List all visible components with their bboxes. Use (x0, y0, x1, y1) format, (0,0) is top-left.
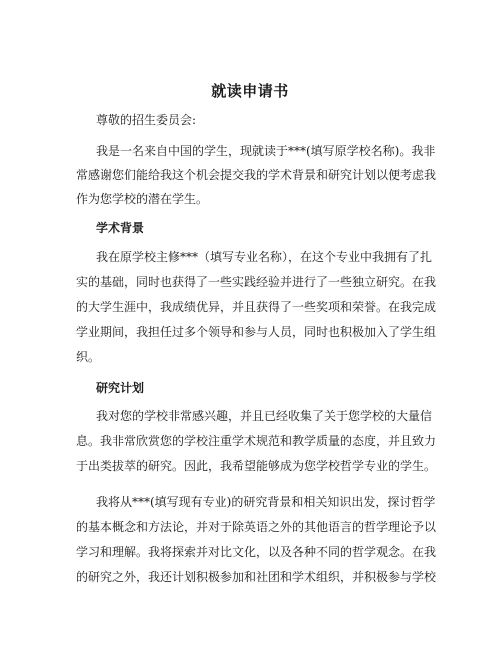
research-p2-line-4: 的研究之外，我还计划积极参加和社团和学术组织，并积极参与学校 (76, 570, 437, 584)
research-p2-line-3: 学习和理解。我将探索并对比文化，以及各种不同的哲学观念。在我 (76, 545, 437, 559)
section-heading-research-plan: 研究计划 (96, 381, 145, 395)
salutation: 尊敬的招生委员会: (96, 113, 197, 127)
research-p1-line-2: 息。我非常欣赏您的学校注重学术规范和教学质量的态度，并且致力 (76, 434, 437, 448)
academic-line-2: 实的基础，同时也获得了一些实践经验并进行了一些独立研究。在我 (76, 275, 437, 289)
research-p1-line-3: 于出类拔萃的研究。因此，我希望能够成为您学校哲学专业的学生。 (76, 459, 437, 473)
research-p2-line-1: 我将从***(填写现有专业)的研究背景和相关知识出发，探讨哲学 (96, 495, 436, 509)
academic-line-3: 的大学生涯中，我成绩优异，并且获得了一些奖项和荣誉。在我完成 (76, 300, 437, 314)
academic-line-5: 织。 (76, 350, 101, 364)
research-p1-line-1: 我对您的学校非常感兴趣，并且已经收集了关于您学校的大量信 (96, 409, 433, 423)
intro-line-1: 我是一名来自中国的学生，现就读于***(填写原学校名称)。我非 (96, 144, 436, 158)
intro-line-2: 常感谢您们能给我这个机会提交我的学术背景和研究计划以便考虑我 (76, 168, 437, 182)
document-title: 就读申请书 (211, 82, 289, 100)
intro-line-3: 作为您学校的潜在学生。 (76, 192, 209, 206)
section-heading-academic-background: 学术背景 (96, 221, 145, 235)
research-p2-line-2: 的基本概念和方法论，并对于除英语之外的其他语言的哲学理论予以 (76, 520, 437, 534)
academic-line-1: 我在原学校主修***（填写专业名称），在这个专业中我拥有了扎 (96, 250, 433, 264)
academic-line-4: 学业期间，我担任过多个领导和参与人员，同时也积极加入了学生组 (76, 325, 437, 339)
